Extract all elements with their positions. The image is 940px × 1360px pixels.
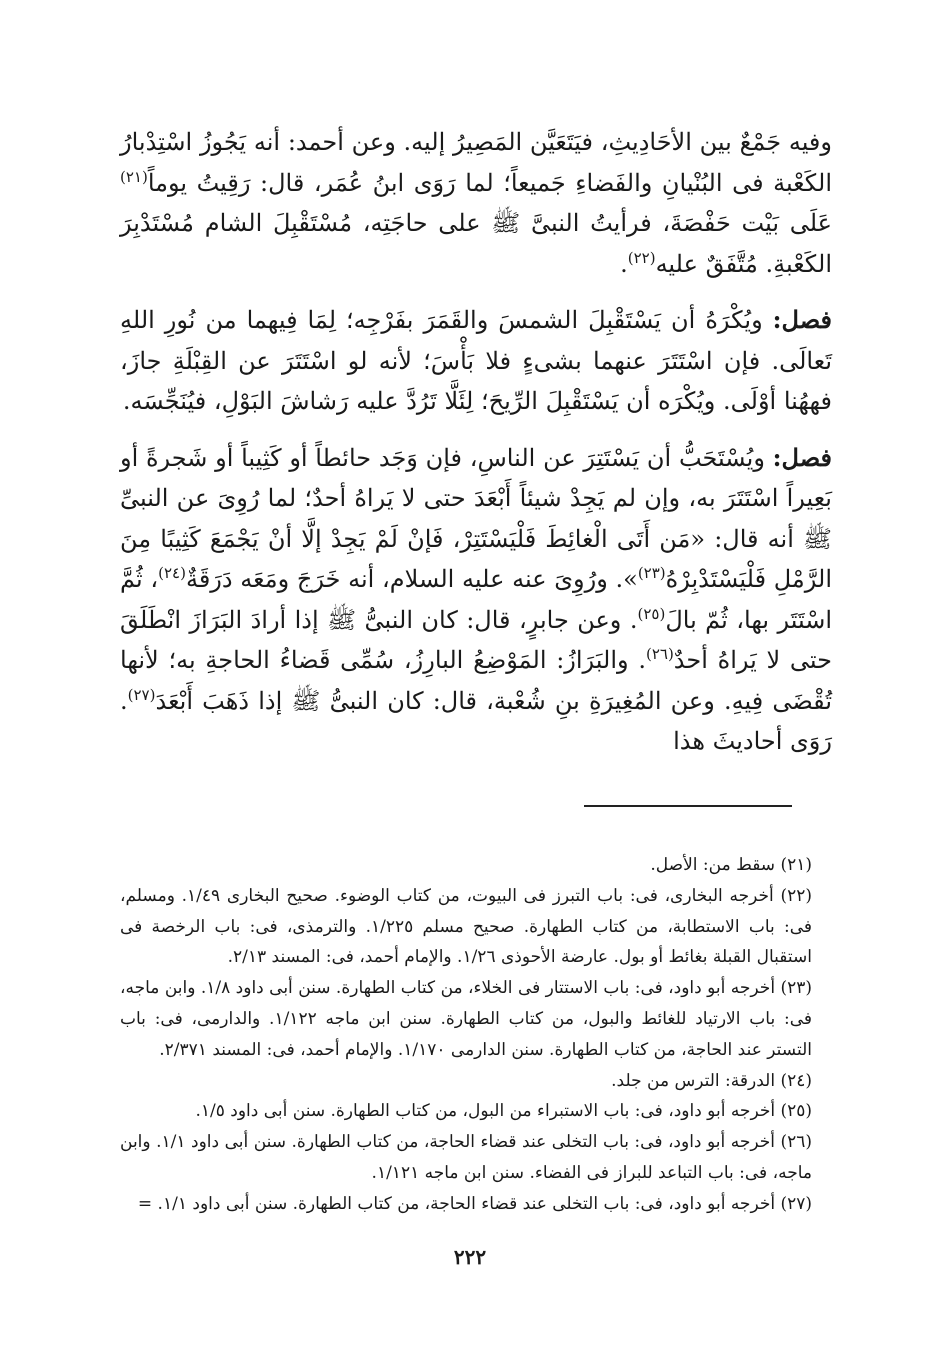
paragraph-2 [120, 300, 832, 422]
footnote-ref-21: (٢١) [120, 167, 148, 186]
footnote-27: (٢٧) أخرجه أبو داود، فى: باب التخلى عند قضاء الحاجة، من كتاب الطهارة. سنن أبى داود ١/١. = [137, 1193, 812, 1214]
footnote-26: (٢٦) أخرجه أبو داود، فى: باب التخلى عند قضاء الحاجة، من كتاب الطهارة. سنن أبى داود ١/١. وابن ماجه، فى: باب التباعد للبراز فى الفضاء. سنن ابن ماجه ١/١٢١. [120, 1132, 812, 1183]
footnote-ref-25: (٢٥) [637, 604, 666, 623]
footnote-ref-26: (٢٦) [645, 645, 674, 663]
text-segment: ». ورُوِىَ عنه عليه السلام، أنه خَرَجَ ومَعَه دَرَقَةٌ [185, 565, 638, 593]
paragraph-1 [120, 122, 832, 284]
text-segment: . والبَرَازُ: المَوْضِعُ البارِزُ، سُمِّى قَضاءُ الحاجةِ به؛ لأنها تُقْضَى فِيهِ. وعن المُغِيرَةِ بنِ شُعْبة، قال: كان النبىُّ ﷺ إذا ذَهَبَ أَبْعَدَ [120, 646, 832, 715]
text-segment: ، ثُمَّ اسْتَتَر بها، ثُمّ بالَ [120, 565, 833, 634]
paragraph-gap [120, 284, 832, 300]
text-segment: ويُكْرَهُ أن يَسْتَقْبِلَ الشمسَ والقَمَرَ بفَرْجِه؛ لِمَا فِيهما من نُورِ اللهِ تَعالَى. فإن اسْتَتَرَ عنهما بشىءٍ فلا بَأْسَ؛ لأنه لو اسْتَتَرَ عن القِبْلَةِ جازَ، فههُنا أوْلَى. ويُكْرَه أن يَسْتَقْبِلَ الرِّيحَ؛ لِئَلَّا تَرُدَّ عليه رَشاشَ البَوْلِ، فيُنَجِّسَه. [120, 306, 832, 415]
text-segment: عَلَى بَيْت حَفْصَةَ، فرأيتُ النبىَّ ﷺ على حاجَتِه، مُسْتَقْبِلَ الشام مُسْتَدْبِرَ الكَعْبةِ. مُتَّفَقٌ عليه [120, 209, 832, 278]
paragraph-3 [120, 438, 832, 762]
footnote-ref-24: (٢٤) [158, 564, 186, 582]
section-label: فصل: [772, 305, 832, 334]
text-segment: . [620, 249, 628, 278]
footnote-21: (٢١) سقط من: الأصل. [650, 855, 812, 875]
text-segment: ويُسْتَحَبُّ أن يَسْتَتِرَ عن الناسِ، فإن وَجَد حائطاً أو كَثِيباً أو شَجرةً أو بَعِيراً اسْتَتَرَ به، وإن لم يَجِدْ شيئاً أَبْعَدَ حتى لا يَراهُ أحدٌ؛ لما رُوِىَ عن النبىِّ ﷺ أنه قال: «مَن أَتَى الْغائِطَ فَلْيَسْتَتِرْ، فَإنْ لَمْ يَجِدْ إلَّا أنْ يَجْمَعَ كَثِيبًا مِنَ الرَّمْلِ فَلْيَسْتَدْبِرْهُ [120, 443, 833, 593]
footnote-23: (٢٣) أخرجه أبو داود، فى: باب الاستتار فى الخلاء، من كتاب الطهارة. سنن أبى داود ١/٨. وابن ماجه، فى: باب الارتياد للغائط والبول، من كتاب الطهارة. سنن ابن ماجه ١/١٢٢. والدارمى، فى: باب التستر عند الحاجة، من كتاب الطهارة. سنن الدارمى ١/١٧٠. والإمام أحمد، فى: المسند ٢/٣٧١. [120, 978, 812, 1060]
footnote-separator [584, 805, 792, 807]
footnote-25: (٢٥) أخرجه أبو داود، فى: باب الاستبراء من البول، من كتاب الطهارة. سنن أبى داود ١/٥. [195, 1101, 812, 1122]
footnote-24: (٢٤) الدرقة: الترس من جلد. [611, 1070, 812, 1091]
footnote-ref-23: (٢٣) [637, 564, 666, 582]
footnote-ref-27: (٢٧) [127, 685, 156, 704]
section-label: فصل: [772, 442, 832, 472]
text-segment: . وعن جابرٍ، قال: كان النبىُّ ﷺ إذا أرادَ البَرَازَ انْطَلَقَ حتى لا يَراهُ أحدٌ [120, 605, 832, 674]
footnote-ref-22: (٢٢) [627, 248, 656, 267]
paragraph-gap [120, 422, 832, 438]
main-text [120, 122, 832, 762]
footnote-22: (٢٢) أخرجه البخارى، فى: باب التبرز فى البيوت، من كتاب الوضوء. صحيح البخارى ١/٤٩. ومسلم، فى: باب الاستطابة، من كتاب الطهارة. صحيح مسلم ١/٢٢٥. والترمذى، فى: باب الرخصة فى استقبال القبلة بغائط أو بول. عارضة الأحوذى ١/٢٦. والإمام أحمد، فى: المسند ٢/١٣. [120, 885, 813, 968]
text-segment: وفيه جَمْعٌ بين الأحَادِيثِ، فيَتَعَيَّن المَصِيرُ إليه. وعن أحمد: أنه يَجُوزُ اسْتِدْبارُ الكَعْبة فى البُنْيانِ والفَضاءِ جَميعاً؛ لما رَوَى ابنُ عُمَر، قال: رَقِيتُ يوماً [120, 128, 832, 197]
text-segment: . رَوَى أحاديثَ هذا [120, 686, 832, 755]
page-number: ٢٢٢ [453, 1245, 487, 1269]
footnotes [120, 850, 812, 1220]
